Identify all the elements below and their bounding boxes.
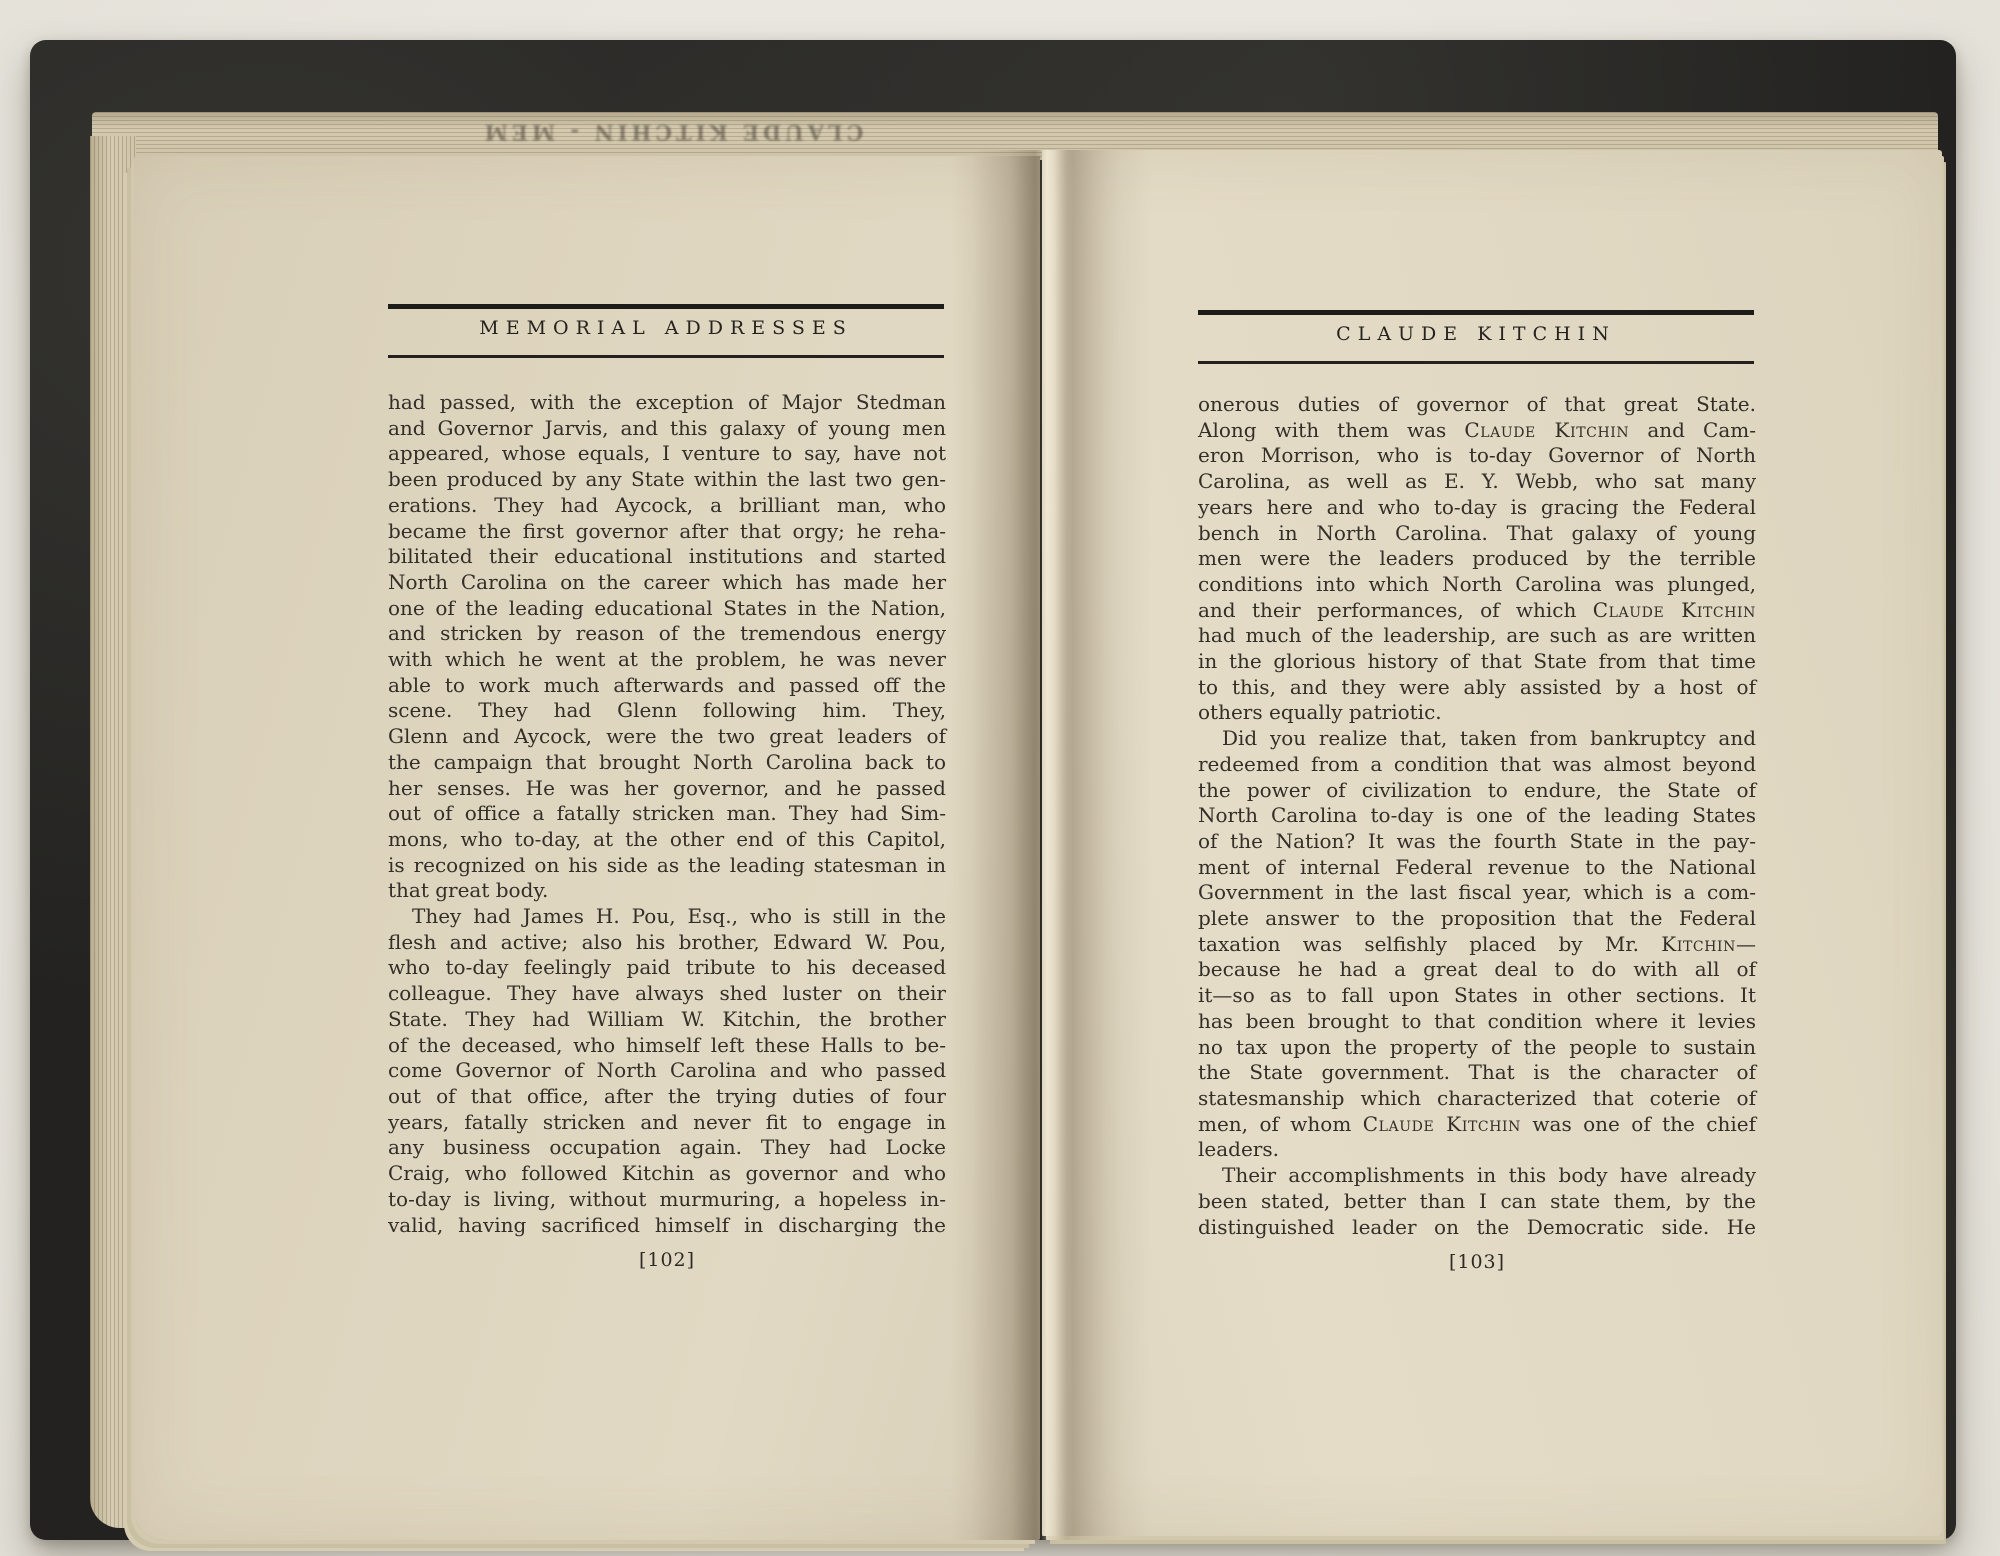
text-line: Did you realize that, taken from bankruptcy and [1222, 726, 1756, 751]
header-rule-top [388, 304, 944, 309]
left-running-head-title: MEMORIAL ADDRESSES [479, 317, 853, 339]
left-running-head [388, 304, 944, 358]
text-line: became the first governor after that orgy; he reha- [388, 518, 946, 543]
text-line: distinguished leader on the Democratic side. He [1198, 1214, 1756, 1239]
right-running-head-title: CLAUDE KITCHIN [1336, 323, 1616, 345]
text-line: plete answer to the proposition that the Federal [1198, 906, 1756, 931]
text-line: who to-day feelingly paid tribute to his deceased [388, 955, 946, 980]
text-line: and their performances, of which Claude Kitchin [1198, 597, 1756, 622]
small-caps-name: Claude Kitchin [1464, 417, 1630, 442]
header-rule-top [1198, 310, 1754, 315]
text-line: been stated, better than I can state them, by the [1198, 1188, 1756, 1213]
text-line: conditions into which North Carolina was plunged, [1198, 571, 1756, 596]
text-line: others equally patriotic. [1198, 700, 1442, 725]
text-line: ment of internal Federal revenue to the National [1198, 854, 1756, 879]
small-caps-name: Claude Kitchin [1592, 597, 1756, 622]
text-line: redeemed from a condition that was almost beyond [1198, 751, 1756, 776]
text-line: of the Nation? It was the fourth State in the pay- [1198, 828, 1756, 853]
text-line: statesmanship which characterized that coterie of [1198, 1085, 1756, 1110]
text-line: taxation was selfishly placed by Mr. Kitchin— [1198, 931, 1756, 956]
header-rule-bottom [388, 355, 944, 358]
text-line: that great body. [388, 878, 549, 903]
text-line: Government in the last fiscal year, which is a com- [1198, 880, 1756, 905]
text-line: North Carolina to-day is one of the leading States [1198, 803, 1756, 828]
text-line: They had James H. Pou, Esq., who is still in the [412, 904, 946, 929]
text-line: years here and who to-day is gracing the Federal [1198, 494, 1756, 519]
left-page-text [388, 390, 946, 1274]
text-line: out of office a fatally stricken man. They had Sim- [388, 801, 946, 826]
left-fore-edge-stack [90, 136, 136, 1528]
text-line: out of that office, after the trying duties of four [388, 1083, 946, 1108]
text-line: and Governor Jarvis, and this galaxy of young men [388, 415, 946, 440]
text-line: any business occupation again. They had Locke [388, 1135, 946, 1160]
text-line: flesh and active; also his brother, Edward W. Pou, [388, 929, 946, 954]
text-line: Carolina, as well as E. Y. Webb, who sat many [1198, 469, 1756, 494]
text-line: mons, who to-day, at the other end of this Capitol, [388, 826, 946, 851]
text-line: State. They had William W. Kitchin, the brother [388, 1006, 946, 1031]
text-line: Glenn and Aycock, were the two great leaders of [388, 724, 946, 749]
text-line: and stricken by reason of the tremendous energy [388, 621, 946, 646]
text-line: the power of civilization to endure, the State of [1198, 777, 1756, 802]
text-line: men were the leaders produced by the terrible [1198, 546, 1756, 571]
text-line: men, of whom Claude Kitchin was one of the chief [1198, 1111, 1757, 1136]
text-line: colleague. They have always shed luster on their [388, 981, 946, 1006]
text-line: Their accomplishments in this body have already [1222, 1163, 1756, 1188]
right-page-text [1198, 392, 1756, 1276]
text-line: scene. They had Glenn following him. They, [388, 698, 946, 723]
text-line: because he had a great deal to do with all of [1198, 957, 1756, 982]
text-line: to-day is living, without murmuring, a hopeless in- [388, 1186, 946, 1211]
text-line: to this, and they were ably assisted by a host of [1198, 674, 1756, 699]
text-line: had much of the leadership, are such as are written [1198, 623, 1756, 648]
text-line: it—so as to fall upon States in other sections. It [1198, 983, 1756, 1008]
text-line: bench in North Carolina. That galaxy of young [1198, 520, 1756, 545]
text-line: had passed, with the exception of Major Stedman [388, 390, 946, 414]
top-edge-stamp: CLAUDE KITCHIN - MEM [480, 120, 864, 145]
text-line: erations. They had Aycock, a brilliant man, who [388, 492, 946, 517]
text-line: no tax upon the property of the people to sustain [1198, 1034, 1756, 1059]
text-line: with which he went at the problem, he was never [388, 647, 946, 672]
text-line: onerous duties of governor of that great State. [1198, 392, 1756, 416]
text-line: leaders. [1198, 1137, 1279, 1162]
text-line: her senses. He was her governor, and he passed [388, 775, 946, 800]
text-line: is recognized on his side as the leading statesman in [388, 852, 946, 877]
small-caps-name: Kitchin [1661, 931, 1736, 956]
text-line: the State government. That is the character of [1198, 1060, 1756, 1085]
text-line: appeared, whose equals, I venture to say, have not [388, 441, 946, 466]
text-line: come Governor of North Carolina and who passed [388, 1058, 946, 1083]
header-rule-bottom [1198, 361, 1754, 364]
small-caps-name: Claude Kitchin [1362, 1111, 1521, 1136]
text-line: eron Morrison, who is to-day Governor of North [1198, 443, 1756, 468]
left-page [134, 156, 1040, 1540]
text-line: able to work much afterwards and passed off the [388, 672, 946, 697]
text-line: valid, having sacrificed himself in discharging the [388, 1212, 946, 1237]
book-cover [30, 40, 1956, 1540]
text-line: Craig, who followed Kitchin as governor and who [388, 1161, 946, 1186]
text-line: of the deceased, who himself left these Halls to be- [388, 1032, 946, 1057]
right-page-number: [103] [1448, 1251, 1506, 1274]
text-line: one of the leading educational States in the Nation, [388, 595, 946, 620]
text-line: Along with them was Claude Kitchin and Cam- [1198, 417, 1756, 442]
text-line: been produced by any State within the last two gen- [388, 467, 946, 492]
text-line: in the glorious history of that State from that time [1198, 649, 1756, 674]
text-line: years, fatally stricken and never fit to engage in [388, 1109, 946, 1134]
left-page-number: [102] [638, 1249, 696, 1272]
text-line: North Carolina on the career which has made her [388, 569, 946, 594]
text-line: has been brought to that condition where it levies [1198, 1008, 1756, 1033]
text-line: bilitated their educational institutions and started [388, 544, 946, 569]
right-running-head [1198, 310, 1754, 364]
text-line: the campaign that brought North Carolina back to [388, 749, 946, 774]
right-page [1042, 150, 1942, 1536]
